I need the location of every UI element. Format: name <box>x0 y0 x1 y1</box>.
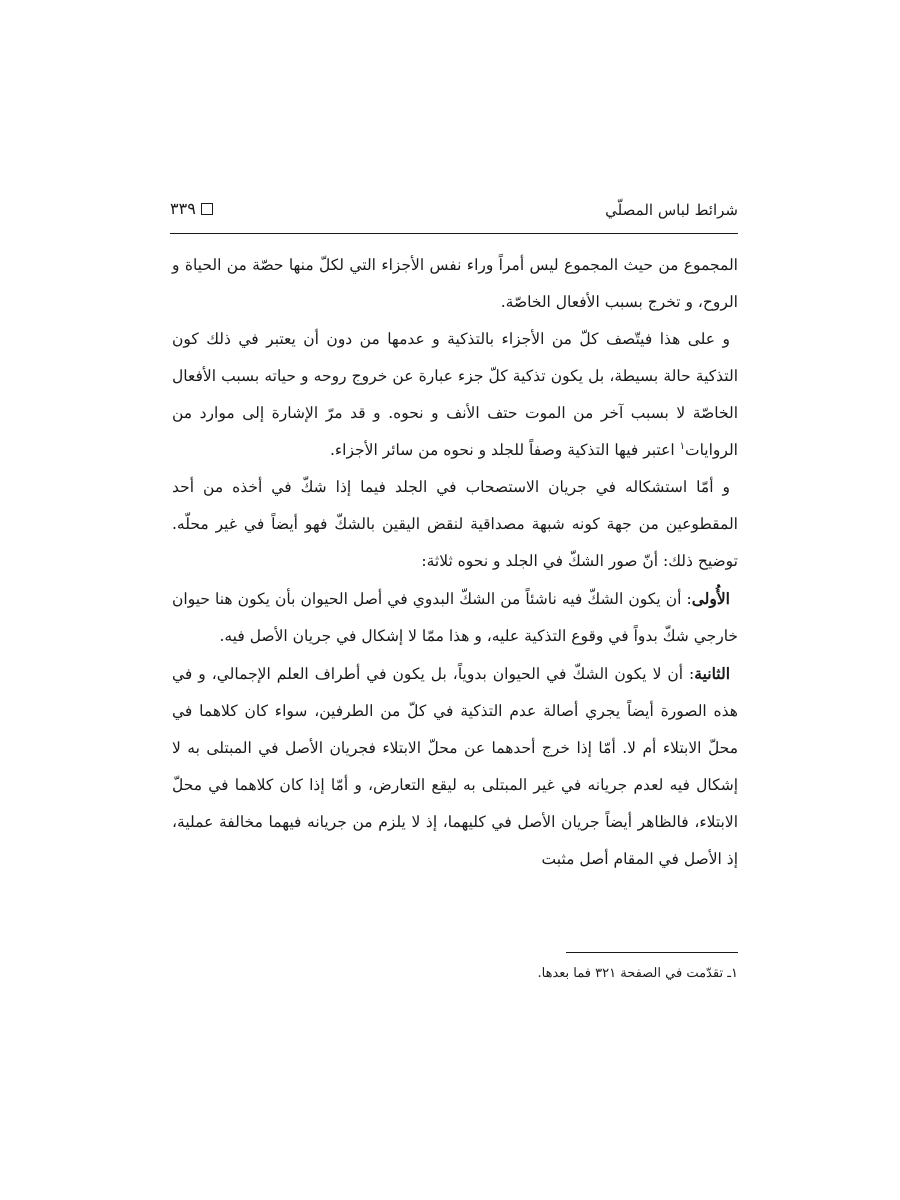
footnote-reference: ١ <box>679 440 685 452</box>
paragraph-3: و أمّا استشكاله في جريان الاستصحاب في الجلد فيما إذا شكّ في أخذه من أحد المقطوعين من جهة كونه شبهة مصداقية لنقض اليقين بالشكّ فهو أيضاً في غير محلّه. توضيح ذلك: أنّ صور الشكّ في الجلد و نحوه ثلاثة: <box>172 478 738 570</box>
paragraph-2 <box>172 321 738 469</box>
paragraph-2-text-cont: اعتبر فيها التذكية وصفاً للجلد و نحوه من سائر الأجزاء. <box>329 441 680 459</box>
footnote-divider <box>566 952 738 953</box>
page-header <box>170 197 738 231</box>
square-bullet-icon <box>201 203 213 215</box>
paragraph-2-text: و على هذا فيتّصف كلّ من الأجزاء بالتذكية و عدمها من دون أن يعتبر في ذلك كون التذكية حالة بسيطة، بل يكون تذكية كلّ جزء عبارة عن خروج روحه و حياته بسبب الأفعال الخاصّة لا بسبب آخر من الموت حتف الأنف و نحوه. و قد مرّ الإشارة إلى موارد من الروايات <box>172 330 738 459</box>
paragraph-5-text: : أن لا يكون الشكّ في الحيوان بدوياً، بل يكون في أطراف العلم الإجمالي، و في هذه الصورة أيضاً يجري أصالة عدم التذكية في كلّ من الطرفين، سواء كان كلاهما في محلّ الابتلاء أم لا. أمّا إذا خرج أحدهما عن محلّ الابتلاء فجريان الأصل في المبتلى به لا إشكال فيه لعدم جريانه في غير المبتلى به ليقع التعارض، و أمّا إذا كان كلاهما في محلّ الابتلاء، فالظاهر أيضاً جريان الأصل في كليهما، إذ لا يلزم من جريانه فيهما مخالفة عملية، إذ الأصل في المقام أصل مثبت <box>172 665 738 868</box>
footnote: ١ـ تقدّمت في الصفحة ٣٢١ فما بعدها. <box>537 966 738 981</box>
paragraph-4-label: الأُولى <box>691 589 730 608</box>
page-number-block <box>170 199 213 218</box>
running-title: شرائط لباس المصلّي <box>605 201 738 219</box>
page-number: ٣٣٩ <box>170 199 196 218</box>
paragraph-5-label: الثانية <box>694 664 730 683</box>
paragraph-4 <box>172 580 738 655</box>
paragraph-4-text: : أن يكون الشكّ فيه ناشئاً من الشكّ البدوي في أصل الحيوان بأن يكون هنا حيوان خارجي شكّ بدواً في وقوع التذكية عليه، و هذا ممّا لا إشكال في جريان الأصل فيه. <box>172 590 738 645</box>
header-divider <box>170 233 738 234</box>
main-text <box>172 247 738 878</box>
paragraph-1: المجموع من حيث المجموع ليس أمراً وراء نفس الأجزاء التي لكلّ منها حصّة من الحياة و الروح، و تخرج بسبب الأفعال الخاصّة. <box>172 256 738 311</box>
paragraph-5 <box>172 655 738 878</box>
